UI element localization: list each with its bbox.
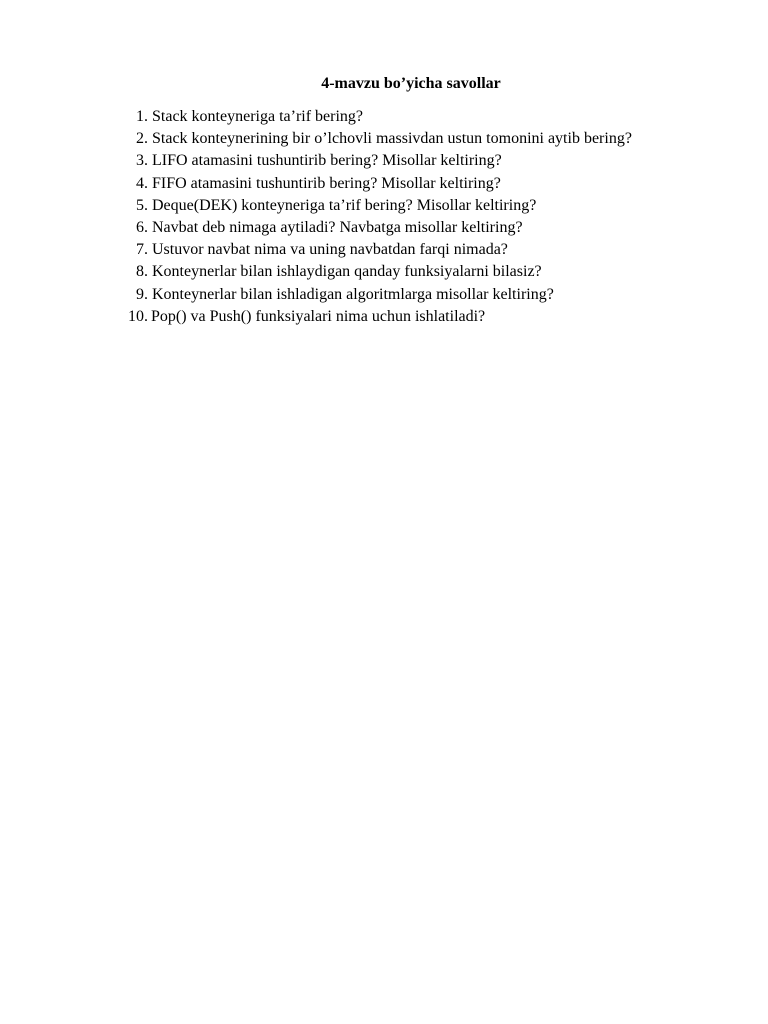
item-number: 1.: [136, 108, 148, 125]
list-item: [0, 106, 768, 128]
item-number: 7.: [136, 241, 148, 259]
list-item: [0, 217, 768, 239]
item-text: Stack konteyneriga ta’rif bering?: [152, 108, 364, 125]
item-text: Konteynerlar bilan ishlaydigan qanday funksiyalarni bilasiz?: [152, 263, 542, 281]
item-number: 5.: [136, 196, 148, 214]
item-number: 10.: [128, 307, 148, 325]
item-text: Konteynerlar bilan ishladigan algoritmlarga misollar keltiring?: [152, 285, 554, 303]
item-text: Deque(DEK) konteyneriga ta’rif bering? Misollar keltiring?: [152, 196, 537, 214]
item-number: 2.: [136, 130, 148, 148]
item-number: 8.: [136, 263, 148, 281]
list-item: [0, 195, 768, 217]
item-number: 6.: [136, 218, 148, 236]
item-number: 3.: [136, 152, 148, 170]
item-text: Ustuvor navbat nima va uning navbatdan farqi nimada?: [152, 241, 508, 259]
document-title: 4-mavzu bo’yicha savollar: [321, 75, 501, 92]
list-item: [0, 173, 768, 195]
question-list: [0, 106, 768, 328]
item-number: 9.: [136, 285, 148, 303]
item-text: LIFO atamasini tushuntirib bering? Misollar keltiring?: [152, 152, 502, 170]
item-number: 4.: [136, 174, 148, 192]
list-item: [0, 284, 768, 306]
list-item: [0, 306, 768, 328]
item-text: FIFO atamasini tushuntirib bering? Misollar keltiring?: [152, 174, 501, 192]
list-item: [0, 239, 768, 261]
list-item: [0, 150, 768, 172]
item-text: Pop() va Push() funksiyalari nima uchun ishlatiladi?: [151, 307, 486, 325]
item-text: Navbat deb nimaga aytiladi? Navbatga misollar keltiring?: [152, 218, 523, 236]
list-item: [0, 128, 768, 150]
item-text: Stack konteynerining bir o’lchovli massivdan ustun tomonini aytib bering?: [152, 130, 632, 148]
list-item: [0, 261, 768, 283]
